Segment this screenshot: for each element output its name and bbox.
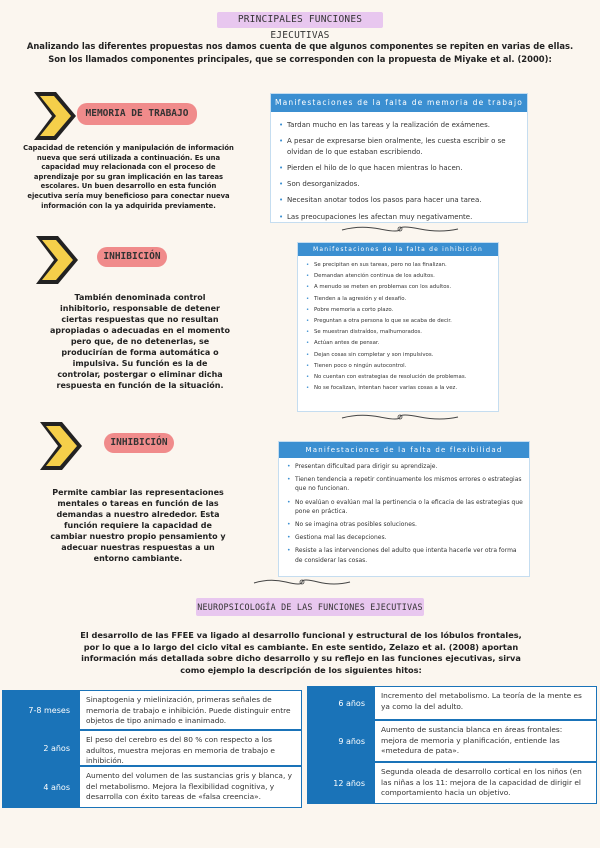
decorative-flourish-icon bbox=[340, 224, 460, 234]
list-item: • Necesitan anotar todos los pasos para hacer una tarea. bbox=[279, 195, 521, 205]
milestone-age: 9 años bbox=[307, 720, 373, 762]
list-item: • A pesar de expresarse bien oralmente, les cuesta escribir o se olvidan de lo que estaban escribiendo. bbox=[279, 136, 521, 157]
milestone-age: 4 años bbox=[2, 766, 78, 808]
intro-text bbox=[20, 40, 580, 66]
list-item: • No evalúan o evalúan mal la pertinencia o la eficacia de las estrategias que pone en práctica. bbox=[287, 498, 523, 516]
intro-line-2: Son los llamados componentes principales, que se corresponden con la propuesta de Miyake et al. (2000): bbox=[48, 54, 552, 64]
list-item: • Pierden el hilo de lo que hacen mientras lo hacen. bbox=[279, 163, 521, 173]
milestone-text: El peso del cerebro es del 80 % con respecto a los adultos, muestra mejoras en memoria de trabajo e inhibición. bbox=[80, 731, 301, 765]
section-description-working-memory: Capacidad de retención y manipulación de información nueva que será utilizada a continuación. Es una capacidad muy relacionada con el proceso de aprendizaje por su gran implicación en las tareas escolares. Un buen desarrollo en esta función ejecutiva sería muy beneficioso para conectar nueva información con la ya adquirida previamente. bbox=[23, 144, 234, 210]
neuro-intro: El desarrollo de las FFEE va ligado al desarrollo funcional y estructural de los lóbulos frontales, por lo que a lo largo del ciclo vital es cambiante. En este sentido, Zelazo et al. (2008) aportan información más detallada sobre dicho desarrollo y su reflejo en las funciones ejecutivas, sirva como ejemplo la descripción de los siguientes hitos: bbox=[80, 630, 522, 675]
list-item: • Tardan mucho en las tareas y la realización de exámenes. bbox=[279, 120, 521, 130]
section-tag-flexibility: INHIBICIÓN bbox=[104, 433, 174, 453]
panel-working-memory bbox=[270, 93, 528, 223]
list-item: • No cuentan con estrategias de resolución de problemas. bbox=[306, 373, 492, 381]
milestone-age: 12 años bbox=[307, 762, 373, 804]
chevron-arrow-icon bbox=[32, 234, 80, 286]
manifestation-list bbox=[306, 261, 492, 392]
manifestation-list bbox=[287, 462, 523, 565]
list-item: • Dejan cosas sin completar y son impulsivos. bbox=[306, 351, 492, 359]
decorative-flourish-icon bbox=[252, 577, 352, 587]
milestones-right-table bbox=[307, 686, 597, 804]
milestone-age: 7-8 meses bbox=[2, 690, 78, 730]
list-item: • Tienen poco o ningún autocontrol. bbox=[306, 362, 492, 370]
panel-inhibition bbox=[297, 242, 499, 412]
list-item: • Actúan antes de pensar. bbox=[306, 339, 492, 347]
list-item: • No se focalizan, intentan hacer varias cosas a la vez. bbox=[306, 384, 492, 392]
list-item: • Se muestran distraídos, malhumorados. bbox=[306, 328, 492, 336]
list-item: • Tienden a la agresión y el desafío. bbox=[306, 295, 492, 303]
milestone-text: Incremento del metabolismo. La teoría de la mente es ya como la del adulto. bbox=[375, 687, 596, 719]
milestone-age: 6 años bbox=[307, 686, 373, 720]
table-row bbox=[2, 766, 302, 808]
list-item: • A menudo se meten en problemas con los adultos. bbox=[306, 283, 492, 291]
neuro-title: NEUROPSICOLOGÍA DE LAS FUNCIONES EJECUTIVAS bbox=[196, 598, 424, 616]
list-item: • Son desorganizados. bbox=[279, 179, 521, 189]
chevron-arrow-icon bbox=[36, 420, 84, 472]
section-description-inhibition: También denominada control inhibitorio, responsable de detener ciertas respuestas que no resultan apropiadas o adecuadas en el momento pero que, de no detenerlas, se producirían de forma automática o impulsiva. Su función es la de controlar, postergar o eliminar dicha respuesta en función de la situación. bbox=[50, 293, 230, 390]
panel-flexibility bbox=[278, 441, 530, 577]
list-item: • Se precipitan en sus tareas, pero no las finalizan. bbox=[306, 261, 492, 269]
list-item: • Preguntan a otra persona lo que se acaba de decir. bbox=[306, 317, 492, 325]
chevron-arrow-icon bbox=[30, 90, 78, 142]
milestone-text: Aumento del volumen de las sustancias gris y blanca, y del metabolismo. Mejora la flexibilidad cognitiva, y desarrolla con éxito tareas de «falsa creencia». bbox=[80, 767, 301, 807]
manifestation-list bbox=[279, 120, 521, 222]
list-item: • Las preocupaciones les afectan muy negativamente. bbox=[279, 212, 521, 222]
milestone-age: 2 años bbox=[2, 730, 78, 766]
table-row bbox=[307, 720, 597, 762]
table-row bbox=[307, 762, 597, 804]
milestone-text: Sinaptogenia y mielinización, primeras señales de memoria de trabajo e inhibición. Puede distinguir entre objetos de tipo animado e inanimado. bbox=[80, 691, 301, 729]
milestones-left-table bbox=[2, 690, 302, 808]
panel-title: Manifestaciones de la falta de flexibilidad bbox=[279, 442, 529, 458]
list-item: • Pobre memoria a corto plazo. bbox=[306, 306, 492, 314]
section-tag-working-memory: MEMORIA DE TRABAJO bbox=[77, 103, 197, 125]
section-description-flexibility: Permite cambiar las representaciones mentales o tareas en función de las demandas a nuestro alrededor. Esta función requiere la capacidad de cambiar nuestro propio pensamiento y adecuar nuestras respuestas a un entorno cambiante. bbox=[50, 488, 226, 563]
list-item: • Resiste a las intervenciones del adulto que intenta hacerle ver otra forma de considerar las cosas. bbox=[287, 546, 523, 564]
panel-title: Manifestaciones de la falta de inhibición bbox=[298, 243, 498, 256]
section-tag-inhibition: INHIBICIÓN bbox=[97, 247, 167, 267]
list-item: • Demandan atención continua de los adultos. bbox=[306, 272, 492, 280]
decorative-flourish-icon bbox=[340, 412, 460, 422]
page-title: PRINCIPALES FUNCIONES EJECUTIVAS bbox=[217, 12, 383, 28]
panel-title: Manifestaciones de la falta de memoria de trabajo bbox=[271, 94, 527, 112]
intro-line-1: Analizando las diferentes propuestas nos damos cuenta de que algunos componentes se repiten en varias de ellas. bbox=[26, 41, 574, 51]
list-item: • Gestiona mal las decepciones. bbox=[287, 533, 523, 542]
list-item: • No se imagina otras posibles soluciones. bbox=[287, 520, 523, 529]
list-item: • Tienen tendencia a repetir continuamente los mismos errores o estrategias que no funcionan. bbox=[287, 475, 523, 493]
table-row bbox=[2, 730, 302, 766]
milestone-text: Segunda oleada de desarrollo cortical en los niños (en las niñas a los 11: mejora de la capacidad de dirigir el comportamiento hacia un objetivo. bbox=[375, 763, 596, 803]
list-item: • Presentan dificultad para dirigir su aprendizaje. bbox=[287, 462, 523, 471]
milestone-text: Aumento de sustancia blanca en áreas frontales: mejora de memoria y planificación, entiende las «metedura de pata». bbox=[375, 721, 596, 761]
table-row bbox=[307, 686, 597, 720]
table-row bbox=[2, 690, 302, 730]
